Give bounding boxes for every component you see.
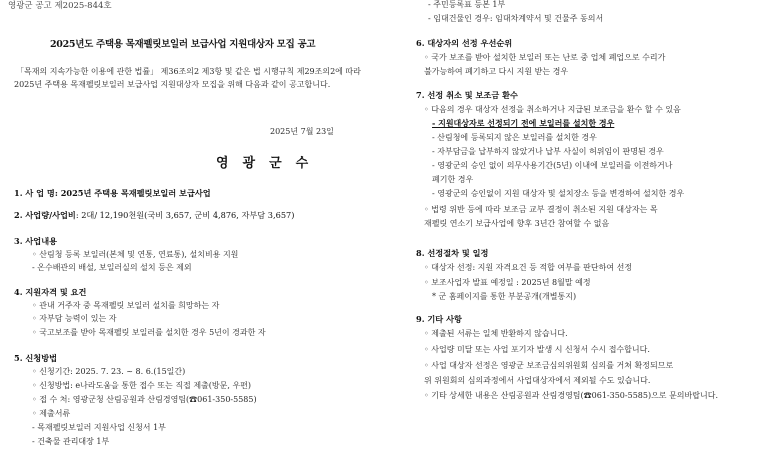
- section-7-item: 폐기한 경우: [432, 175, 474, 184]
- section-5-item: ◦ 신청기간: 2025. 7. 23. ~ 8. 6.(15일간): [32, 367, 186, 376]
- section-2-title: [14, 210, 294, 221]
- section-6-item: 불가능하여 폐기하고 다시 지원 받는 경우: [424, 67, 569, 76]
- section-9-item: ◦ 사업 대상자 선정은 영광군 보조금심의위원회 심의를 거쳐 확정되므로: [424, 361, 674, 370]
- notice-date: 2025년 7월 23일: [270, 127, 334, 136]
- section-5-cont-item: - 임대건물인 경우: 임대차계약서 및 건물주 동의서: [428, 14, 604, 23]
- section-7-item: 재펠릿 연소기 보급사업에 향후 3년간 참여할 수 없음: [424, 219, 610, 228]
- section-3-item: ◦ 산림청 등록 보일러(본체 및 연통, 연료통), 설치비용 지원: [32, 250, 239, 259]
- section-9-item: ◦ 기타 상세한 내용은 산림공원과 산림경영팀(☎061-350-5585)으로 문의바랍니다.: [424, 391, 718, 400]
- section-5-item: - 건축물 관리대장 1부: [32, 437, 110, 446]
- section-8-title: 8. 선정절차 및 일정: [416, 248, 489, 258]
- section-4-item: ◦ 국고보조를 받아 목재펠릿 보일러를 설치한 경우 5년이 경과한 자: [32, 328, 266, 337]
- page-title: 2025년도 주택용 목재펠릿보일러 보급사업 지원대상자 모집 공고: [50, 39, 316, 50]
- section-7-item: ◦ 법령 위반 등에 따라 보조금 교부 결정이 취소된 지원 대상자는 목: [424, 205, 658, 214]
- section-5-title: 5. 신청방법: [14, 353, 58, 363]
- section-3-item: - 온수배관의 배설, 보일러실의 설치 등은 제외: [32, 263, 192, 272]
- section-7-item: - 영광군의 승인없이 지원 대상자 및 설치장소 등을 변경하여 설치한 경우: [432, 189, 685, 198]
- section-7-title: 7. 선정 취소 및 보조금 환수: [416, 90, 518, 100]
- section-7-item: ◦ 다음의 경우 대상자 선정을 취소하거나 지급된 보조금을 환수 할 수 있음: [424, 105, 681, 114]
- section-9-item: ◦ 제출된 서류는 일체 반환하지 않습니다.: [424, 329, 568, 338]
- section-9-title: 9. 기타 사항: [416, 314, 462, 324]
- section-5-item: - 목재펠릿보일러 지원사업 신청서 1부: [32, 423, 166, 432]
- section-8-item: * 군 홈페이지를 통한 부분공개(개별통지): [432, 292, 577, 301]
- section-7-item: - 지원대상자로 선정되기 전에 보일러를 설치한 경우: [432, 118, 615, 128]
- section-5-item: ◦ 접 수 처: 영광군청 산림공원과 산림경영팀(☎061-350-5585): [32, 395, 257, 404]
- section-2-label: 2. 사업량/사업비: [14, 210, 76, 220]
- section-4-item: ◦ 관내 거주자 중 목재펠릿 보일러 설치를 희망하는 자: [32, 301, 220, 310]
- section-4-title: 4. 지원자격 및 요건: [14, 287, 87, 297]
- section-9-item: 위 위원회의 심의과정에서 사업대상자에서 제외될 수도 있습니다.: [424, 376, 651, 385]
- section-7-item: - 산림청에 등록되지 않은 보일러를 설치한 경우: [432, 133, 597, 142]
- section-6-item: ◦ 국가 보조를 받아 설치한 보일러 또는 난로 중 업체 폐업으로 수리가: [424, 53, 666, 62]
- section-9-item: ◦ 사업량 미달 또는 사업 포기자 발생 시 신청서 수시 접수합니다.: [424, 345, 650, 354]
- section-6-title: 6. 대상자의 선정 우선순위: [416, 38, 513, 48]
- section-7-item: - 자부담금을 납부하지 않았거나 납부 사실이 허위임이 판명된 경우: [432, 147, 664, 156]
- section-5-item: ◦ 제출서류: [32, 409, 71, 418]
- notice-number: 영광군 공고 제2025-844호: [8, 1, 112, 11]
- intro-paragraph: 「목재의 지속가능한 이용에 관한 법률」 제36조의2 제3항 및 같은 법 시행규칙 제29조의2에 따라 2025년 주택용 목재펠릿보일러 보급사업 지원대상자 모집을 위해 다음과 같이 공고합니다.: [14, 67, 361, 90]
- section-4-item: ◦ 자부담 능력이 있는 자: [32, 314, 117, 323]
- section-8-item: ◦ 보조사업자 발표 예정일 : 2025년 8월말 예정: [424, 278, 591, 287]
- section-7-item: - 영광군의 승인 없이 의무사용기간(5년) 이내에 보일러를 이전하거나: [432, 161, 673, 170]
- section-5-cont-item: - 주민등록표 등본 1부: [428, 0, 506, 9]
- section-1-title: 1. 사 업 명: 2025년 주택용 목재펠릿보일러 보급사업: [14, 188, 211, 198]
- section-8-item: ◦ 대상자 선정: 지원 자격요건 등 적합 여부를 판단하여 선정: [424, 263, 633, 272]
- issuer-name: 영광군수: [216, 156, 323, 171]
- section-3-title: 3. 사업내용: [14, 236, 58, 246]
- section-5-item: ◦ 신청방법: e나라도움을 통한 접수 또는 직접 제출(방문, 우편): [32, 381, 252, 390]
- section-2-detail: : 2대/ 12,190천원(국비 3,657, 군비 4,876, 자부담 3,657): [75, 210, 295, 220]
